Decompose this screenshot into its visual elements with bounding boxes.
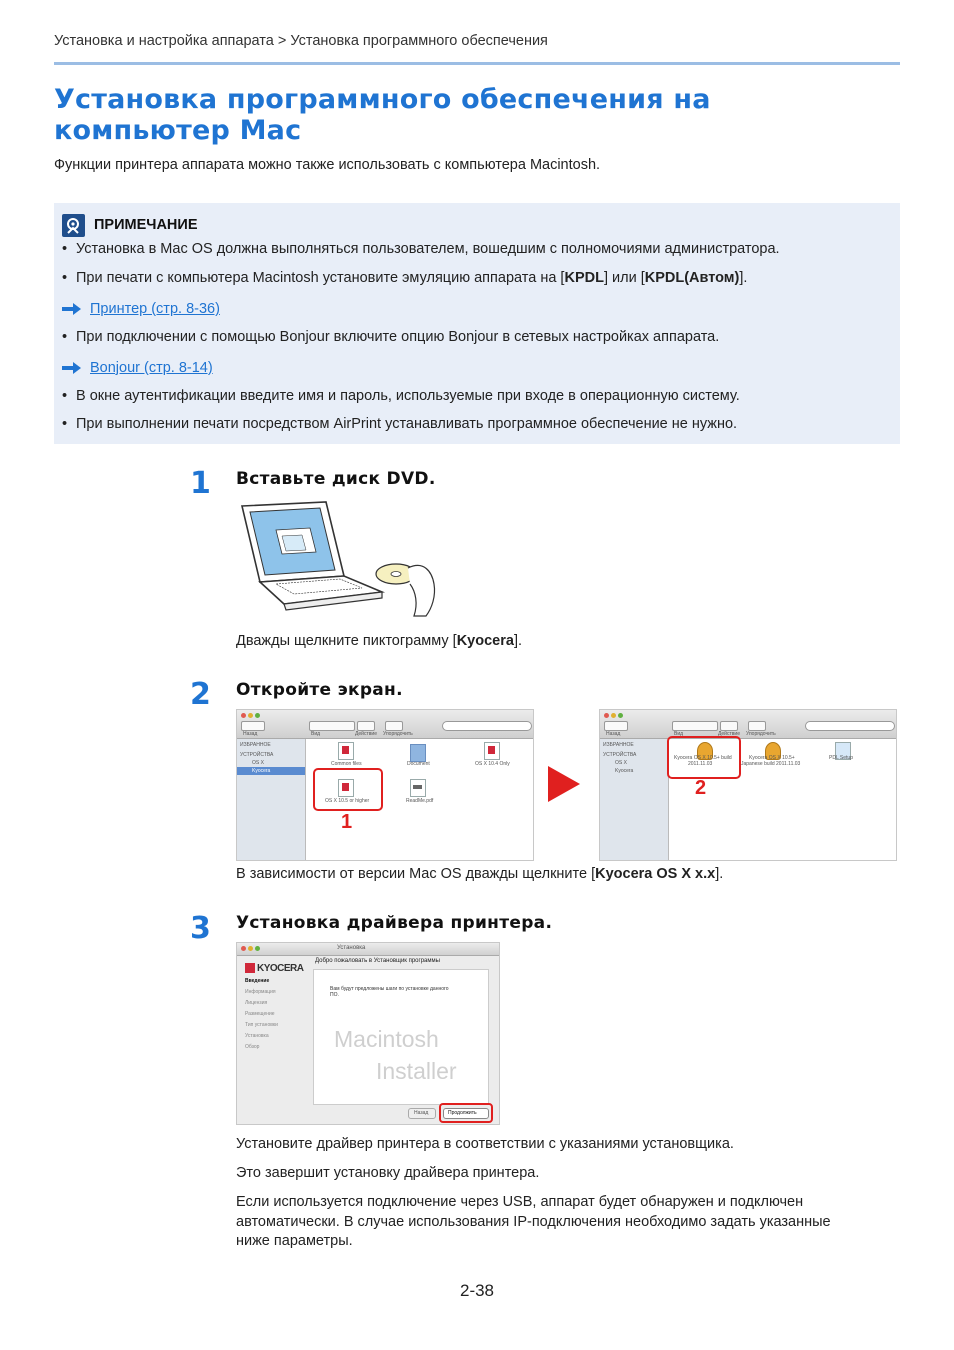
step1-text (236, 633, 522, 649)
file-label: Japanese build 2011.11.03 (741, 761, 801, 767)
step-title-1: Вставьте диск DVD. (236, 469, 436, 489)
kyocera-osx-keyword: Kyocera OS X x.x (595, 866, 716, 882)
file-label: Kyocera OS X 10.5+ build (674, 755, 732, 761)
note-bullet: • При печати с компьютера Macintosh установите эмуляцию аппарата на [KPDL] или [KPDL(Автом)]. (62, 270, 748, 286)
note-bullet: • В окне аутентификации введите имя и пароль, используемые при входе в операционную систему. (62, 388, 740, 404)
installer-step: Установка (245, 1033, 269, 1039)
note-box (54, 203, 900, 444)
step-title-3: Установка драйвера принтера. (236, 913, 553, 933)
step3-p2: Это завершит установку драйвера принтера. (236, 1165, 540, 1181)
sidebar-devices: УСТРОЙСТВА (240, 752, 274, 758)
note-bullet-text: При выполнении печати посредством AirPrint устанавливать программное обеспечение не нужно. (76, 416, 738, 432)
highlight-box-1 (313, 768, 383, 811)
title-line-2: компьютер Mac (54, 115, 302, 146)
step3-p1: Установите драйвер принтера в соответствии с указаниями установщика. (236, 1136, 734, 1152)
step3-p3-line: Если используется подключение через USB, аппарат будет обнаружен и подключен (236, 1194, 804, 1210)
installer-window-title: Установка (337, 945, 366, 951)
note-bullet-text: Установка в Mac OS должна выполняться пользователем, вошедшим с полномочиями администратора. (76, 241, 780, 257)
sidebar-selection (237, 767, 305, 775)
note-bullet-text: В окне аутентификации введите имя и пароль, используемые при входе в операционную систему. (76, 388, 740, 404)
step-number-3: 3 (190, 911, 211, 946)
highlight-box-2 (667, 736, 741, 779)
file-label: OS X 10.5 or higher (325, 798, 370, 804)
breadcrumb: Установка и настройка аппарата > Установка программного обеспечения (54, 33, 548, 49)
sidebar-devices: УСТРОЙСТВА (603, 752, 637, 758)
finder-screenshot-1 (236, 709, 534, 861)
sidebar-favorites: ИЗБРАННОЕ (240, 742, 271, 748)
folder-icon[interactable] (410, 744, 426, 762)
nav-back-label: Назад (243, 731, 258, 737)
page-title (54, 84, 900, 146)
sidebar-item-osx[interactable]: OS X (252, 760, 264, 766)
kyocera-brand: KYOCERA (257, 963, 304, 974)
marker-1: 1 (341, 811, 353, 833)
finder-toolbar (600, 710, 896, 739)
file-label: Kyocera OS X 10.5+ (749, 755, 795, 761)
step3-p3-line: автоматически. В случае использования IP-подключения необходимо задать указанные (236, 1213, 831, 1230)
file-label: Common files (331, 761, 362, 767)
finder-screenshot-2 (599, 709, 897, 861)
note-bullet-text: При печати с компьютера Macintosh установите эмуляцию аппарата на [ (76, 270, 565, 286)
file-icon[interactable] (484, 742, 500, 760)
title-line-1: Установка программного обеспечения на (54, 84, 711, 115)
installer-titlebar (237, 943, 499, 956)
step2-text (236, 866, 723, 882)
installer-header: Добро пожаловать в Установщик программы (315, 958, 440, 964)
sidebar-favorites: ИЗБРАННОЕ (603, 742, 634, 748)
reference-printer (62, 301, 220, 317)
link-printer[interactable]: Принтер (стр. 8-36) (90, 301, 220, 317)
note-bullet: • При выполнении печати посредством AirPrint устанавливать программное обеспечение не нужно. (62, 416, 738, 432)
installer-content-pane (313, 969, 489, 1105)
installer-message: Вам будут предложены шаги по установке данного ПО. (330, 986, 449, 998)
file-icon[interactable] (338, 742, 354, 760)
kyocera-logo-icon (245, 963, 255, 973)
header-rule (54, 62, 900, 65)
watermark-macintosh: Macintosh (334, 1026, 439, 1052)
page-number: 2-38 (459, 1281, 495, 1300)
file-label: PDL Setup (829, 755, 853, 761)
nav-back-label: Назад (606, 731, 621, 737)
nav-view-label: Вид (674, 731, 684, 737)
next-arrow-icon (546, 764, 582, 804)
note-bullet-text: ] или [ (603, 270, 645, 286)
installer-step: Тип установки (245, 1022, 278, 1028)
note-title: ПРИМЕЧАНИЕ (94, 217, 198, 233)
step1-text-part: Дважды щелкните пиктограмму [ (236, 633, 457, 649)
step-number-2: 2 (190, 677, 211, 712)
marker-2: 2 (695, 777, 707, 799)
continue-button-label: Продолжить (448, 1110, 477, 1116)
note-bullet: • При подключении с помощью Bonjour включите опцию Bonjour в сетевых настройках аппарата. (62, 329, 720, 345)
step3-p3-line: ниже параметры. (236, 1233, 353, 1249)
sidebar-item-osx[interactable]: OS X (615, 760, 627, 766)
installer-step: Размещение (245, 1011, 275, 1017)
back-button-label: Назад (414, 1110, 429, 1116)
arrow-right-icon (62, 361, 82, 375)
nav-action-label: Действие (718, 731, 740, 737)
intro-text: Функции принтера аппарата можно также использовать с компьютера Macintosh. (54, 157, 601, 173)
kpdl-auto-keyword: KPDL(Автом) (644, 270, 740, 286)
note-icon (62, 214, 85, 237)
sidebar-item-kyocera[interactable]: Kyocera (615, 768, 634, 774)
note-bullet-text: При подключении с помощью Bonjour включите опцию Bonjour в сетевых настройках аппарата. (76, 329, 720, 345)
installer-step: Лицензия (245, 1000, 268, 1006)
file-label: 2011.11.03 (688, 761, 713, 767)
watermark-installer: Installer (376, 1058, 457, 1084)
step2-text-part: В зависимости от версии Mac OS дважды щелкните [ (236, 866, 596, 882)
note-header (62, 213, 198, 237)
note-bullet-text: ]. (739, 270, 748, 286)
file-label: ReadMe.pdf (406, 798, 434, 804)
laptop-dvd-illustration (236, 500, 446, 620)
reference-bonjour (62, 360, 213, 376)
installer-screenshot (236, 942, 500, 1125)
installer-step: Информация (245, 989, 276, 995)
pdf-icon[interactable] (410, 779, 426, 797)
kyocera-keyword: Kyocera (456, 633, 514, 649)
nav-action-label: Действие (355, 731, 377, 737)
sidebar-item-kyocera[interactable]: Kyocera (252, 768, 271, 774)
highlight-box-continue (439, 1103, 493, 1123)
step2-text-part: ]. (715, 866, 724, 882)
file-label: Document (407, 761, 430, 767)
finder-sidebar (237, 739, 306, 860)
step-number-1: 1 (190, 466, 211, 501)
finder-toolbar (237, 710, 533, 739)
installer-step: Обзор (245, 1044, 260, 1050)
kpdl-keyword: KPDL (564, 270, 604, 286)
step3-p3 (236, 1193, 831, 1252)
installer-step: Введение (245, 978, 270, 984)
installer-steps (239, 978, 313, 1055)
file-label: OS X 10.4 Only (475, 761, 510, 767)
nav-view-label: Вид (311, 731, 321, 737)
finder-sidebar (600, 739, 669, 860)
note-bullet: • Установка в Mac OS должна выполняться пользователем, вошедшим с полномочиями администратора. (62, 241, 780, 257)
step1-text-part: ]. (513, 633, 522, 649)
nav-arrange-label: Упорядочить (383, 731, 413, 737)
link-bonjour[interactable]: Bonjour (стр. 8-14) (90, 360, 213, 376)
nav-arrange-label: Упорядочить (746, 731, 776, 737)
step-title-2: Откройте экран. (236, 680, 403, 700)
back-button[interactable] (408, 1108, 436, 1119)
arrow-right-icon (62, 302, 82, 316)
